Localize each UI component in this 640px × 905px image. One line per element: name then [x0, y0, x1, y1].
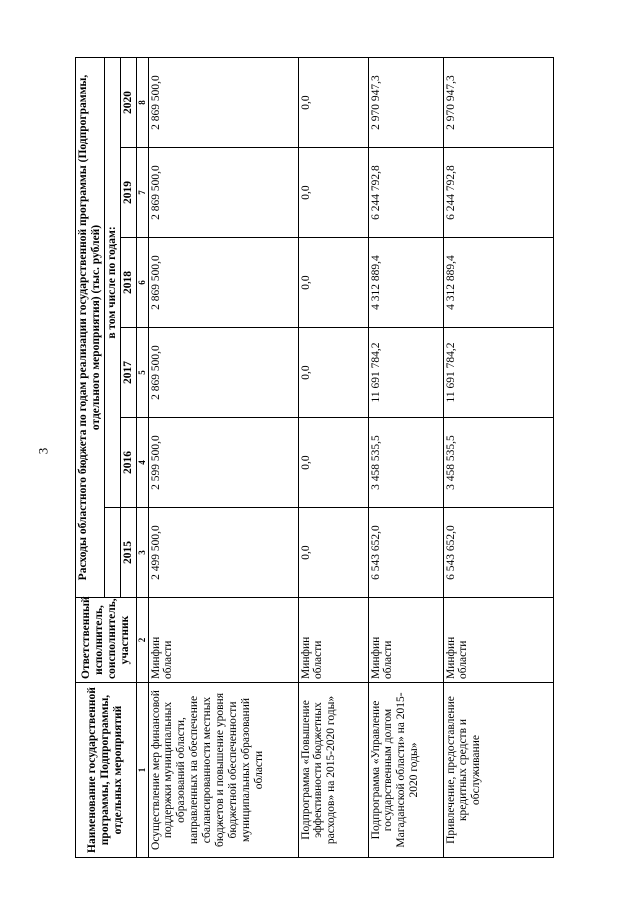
row-value: 0,0	[298, 238, 368, 328]
table-row	[443, 58, 553, 858]
row-value: 4 312 889,4	[368, 238, 443, 328]
column-number: 1	[136, 683, 148, 858]
row-value: 6 543 652,0	[443, 508, 553, 598]
row-value: 2 599 500,0	[148, 418, 298, 508]
header-program-name: Наименование государственной программы, Подпрограммы, отдельных мероприятий	[76, 683, 137, 858]
header-budget-expenses: Расходы областного бюджета по годам реализации государственной программы (Подпрограммы, отдельного мероприятия) (тыс. рублей)	[76, 58, 105, 598]
table-row	[298, 58, 368, 858]
header-row-1	[76, 58, 105, 858]
header-year: 2017	[120, 328, 136, 418]
column-number: 5	[136, 328, 148, 418]
header-responsible: Ответственный исполнитель, соисполнитель, участник	[76, 598, 137, 683]
row-value: 11 691 784,2	[368, 328, 443, 418]
row-value: 2 970 947,3	[368, 58, 443, 148]
row-value: 6 244 792,8	[368, 148, 443, 238]
header-year: 2020	[120, 58, 136, 148]
row-value: 0,0	[298, 418, 368, 508]
column-number: 8	[136, 58, 148, 148]
row-value: 2 869 500,0	[148, 238, 298, 328]
header-including-by-years: в том числе по годам:	[104, 58, 120, 508]
header-year: 2019	[120, 148, 136, 238]
column-number: 2	[136, 598, 148, 683]
row-value: 2 869 500,0	[148, 328, 298, 418]
row-program-name: Подпрограмма «Повышение эффективности бюджетных расходов» на 2015-2020 годы»	[298, 683, 368, 858]
budget-table	[75, 57, 554, 858]
row-value: 2 970 947,3	[443, 58, 553, 148]
page-number: 3	[35, 447, 51, 455]
row-program-name: Привлечение, предоставление кредитных средств и обслуживание	[443, 683, 553, 858]
header-year: 2018	[120, 238, 136, 328]
header-year: 2015	[120, 508, 136, 598]
row-responsible: Минфин области	[148, 598, 298, 683]
row-value: 3 458 535,5	[368, 418, 443, 508]
column-number-row	[136, 58, 148, 858]
row-value: 4 312 889,4	[443, 238, 553, 328]
row-value: 2 869 500,0	[148, 58, 298, 148]
row-value: 3 458 535,5	[443, 418, 553, 508]
row-responsible: Минфин области	[298, 598, 368, 683]
budget-table-container	[75, 58, 610, 858]
row-program-name: Осуществление мер финансовой поддержки муниципальных образований области, направленных на обеспечение сбалансированности местных бюджетов и повышение уровня бюджетной обеспеченности муниципальных образований области	[148, 683, 298, 858]
table-row	[368, 58, 443, 858]
header-year: 2016	[120, 418, 136, 508]
row-value: 6 543 652,0	[368, 508, 443, 598]
row-value: 0,0	[298, 148, 368, 238]
row-program-name: Подпрограмма «Управление государственным долгом Магаданской области» на 2015-2020 годы»	[368, 683, 443, 858]
row-value: 0,0	[298, 508, 368, 598]
row-value: 2 499 500,0	[148, 508, 298, 598]
row-value: 11 691 784,2	[443, 328, 553, 418]
row-responsible: Минфин области	[368, 598, 443, 683]
row-value: 0,0	[298, 58, 368, 148]
column-number: 4	[136, 418, 148, 508]
row-value: 6 244 792,8	[443, 148, 553, 238]
table-row	[148, 58, 298, 858]
column-number: 3	[136, 508, 148, 598]
row-value: 2 869 500,0	[148, 148, 298, 238]
row-value: 0,0	[298, 328, 368, 418]
column-number: 6	[136, 238, 148, 328]
row-responsible: Минфин области	[443, 598, 553, 683]
column-number: 7	[136, 148, 148, 238]
